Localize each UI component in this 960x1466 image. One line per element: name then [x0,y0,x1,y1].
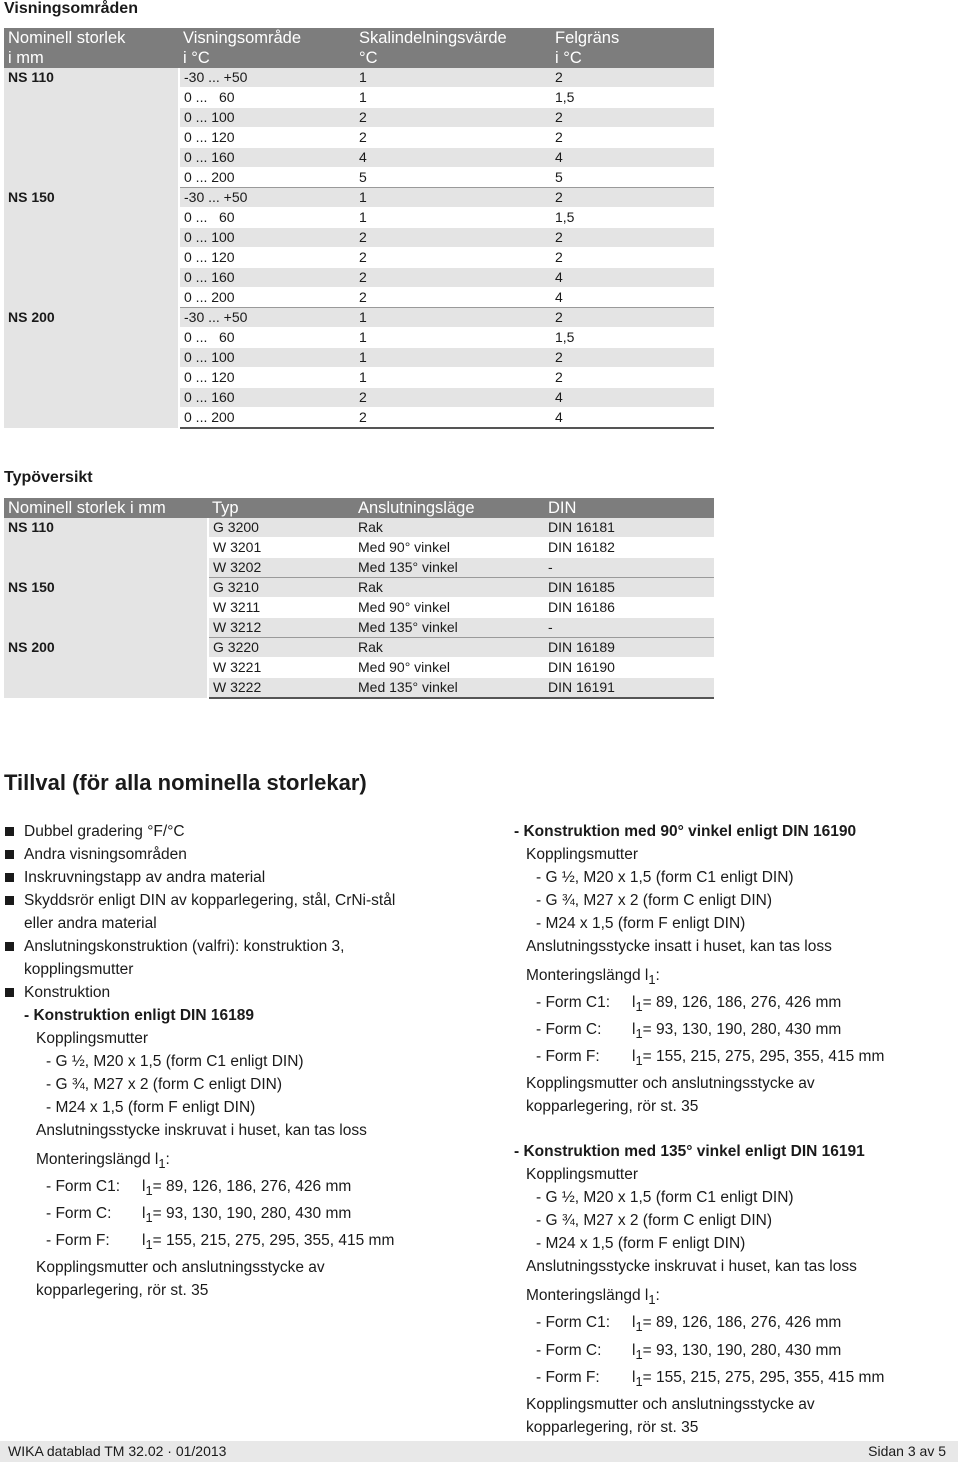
column-header: DIN [544,498,714,518]
table-cell: 1 [355,188,551,208]
table-cell: -30 ... +50 [179,308,355,328]
table-cell: 0 ... 60 [179,328,355,348]
table-cell: 2 [355,128,551,148]
table-cell: 2 [551,368,714,388]
construction-din-16190 [514,820,954,1118]
table-cell: 1 [355,328,551,348]
table-cell: W 3202 [208,558,354,578]
thread-option: - G ½, M20 x 1,5 (form C1 enligt DIN) [46,1053,304,1070]
table-cell: G 3210 [208,578,354,598]
table-cell: W 3221 [208,658,354,678]
table-cell: W 3211 [208,598,354,618]
table-cell: 0 ... 100 [179,108,355,128]
table-cell: 0 ... 160 [179,268,355,288]
option-item: Inskruvningstapp av andra material [4,866,474,889]
form-row: - Form F: $l_1$ = 155, 215, 275, 295, 355, 415 mm [46,1232,395,1253]
table-cell: 1 [355,368,551,388]
thread-option: - M24 x 1,5 (form F enligt DIN) [536,1235,746,1253]
table-cell: 2 [551,188,714,208]
table-cell: 2 [551,128,714,148]
range-table [4,28,714,429]
table-cell: -30 ... +50 [179,68,355,88]
footer-doc-id: WIKA datablad TM 32.02 · 01/2013 [8,1443,227,1459]
connection-note: Anslutningsstycke inskruvat i huset, kan tas loss [526,1258,857,1276]
connection-note: Anslutningsstycke inskruvat i huset, kan tas loss [36,1122,367,1139]
table-cell: 2 [551,228,714,248]
table-cell: - [544,558,714,578]
option-item: Dubbel gradering °F/°C [4,820,474,843]
table-cell: 0 ... 120 [179,248,355,268]
table-cell: 0 ... 160 [179,148,355,168]
table-cell: 0 ... 60 [179,208,355,228]
column-header: Nominell storlek i mm [4,498,208,518]
table-cell: Med 90° vinkel [354,658,544,678]
table-cell: 4 [551,268,714,288]
column-header: Anslutningsläge [354,498,544,518]
table-cell: 2 [355,268,551,288]
type-table-body [4,518,714,698]
table-cell: 2 [355,408,551,429]
mounting-length-label: Monteringslängd $l_1$: [526,967,660,988]
table-cell: 2 [551,108,714,128]
table-cell: Med 135° vinkel [354,618,544,638]
range-table-body [4,68,714,428]
table-cell: 1 [355,208,551,228]
construction-heading: - Konstruktion enligt DIN 16189 [24,1007,254,1024]
range-table-header [4,28,714,68]
table-row [4,638,714,658]
table-row [4,308,714,328]
table-cell: 1 [355,68,551,88]
options-title: Tillval (för alla nominella storlekar) [4,770,367,795]
table-cell: 1,5 [551,328,714,348]
table-cell: 1 [355,348,551,368]
table-cell: 0 ... 200 [179,408,355,429]
option-item: Anslutningskonstruktion (valfri): konstruktion 3, [4,935,474,958]
thread-option: - M24 x 1,5 (form F enligt DIN) [536,915,746,932]
thread-option: - G ½, M20 x 1,5 (form C1 enligt DIN) [536,1189,794,1207]
table-cell: -30 ... +50 [179,188,355,208]
table-cell: 4 [551,388,714,408]
table-cell: 1 [355,88,551,108]
table-cell: DIN 16189 [544,638,714,658]
thread-option: - G ¾, M27 x 2 (form C enligt DIN) [536,1212,772,1230]
table-cell: W 3212 [208,618,354,638]
nominal-size-cell: NS 110 [4,68,179,188]
material-note: kopparlegering, rör st. 35 [526,1098,699,1116]
thread-option: - G ¾, M27 x 2 (form C enligt DIN) [536,892,772,909]
column-header: Nominell storlek i mm [4,28,179,68]
table-cell: Rak [354,578,544,598]
table-cell: DIN 16185 [544,578,714,598]
form-row: - Form C1: $l_1$ = 89, 126, 186, 276, 426 mm [536,994,842,1015]
mounting-length-label: Monteringslängd $l_1$: [526,1287,660,1308]
table-cell: Med 90° vinkel [354,598,544,618]
nominal-size-cell: NS 110 [4,518,208,578]
form-row: - Form F: $l_1$ = 155, 215, 275, 295, 355, 415 mm [536,1048,885,1069]
footer-page-number: Sidan 3 av 5 [868,1443,946,1459]
type-table-header [4,498,714,518]
thread-option: - M24 x 1,5 (form F enligt DIN) [46,1099,256,1116]
table-cell: Rak [354,518,544,538]
table-cell: 2 [355,288,551,308]
table-cell: 0 ... 200 [179,168,355,188]
table-cell: W 3222 [208,678,354,699]
table-cell: Med 90° vinkel [354,538,544,558]
nominal-size-cell: NS 150 [4,188,179,308]
construction-din-16191 [514,1140,954,1438]
table-cell: 2 [355,108,551,128]
options-right-column [514,820,954,1439]
table-cell: 1 [355,308,551,328]
column-header: Felgräns i °C [551,28,714,68]
form-row: - Form F: $l_1$ = 155, 215, 275, 295, 355, 415 mm [536,1368,885,1389]
table-cell: 0 ... 200 [179,288,355,308]
table-cell: 0 ... 120 [179,368,355,388]
table-cell: 1,5 [551,208,714,228]
page-footer [0,1441,958,1462]
table-cell: 2 [355,248,551,268]
column-header: Skalindelningsvärde °C [355,28,551,68]
table-cell: 2 [355,228,551,248]
mounting-length-label: Monteringslängd $l_1$: [36,1151,170,1172]
form-row: - Form C1: $l_1$ = 89, 126, 186, 276, 426 mm [536,1314,842,1335]
construction-heading: - Konstruktion med 90° vinkel enligt DIN 16190 [514,823,857,840]
type-section-title: Typöversikt [4,469,93,486]
table-cell: 2 [551,308,714,328]
table-cell: 4 [551,408,714,429]
table-cell: DIN 16190 [544,658,714,678]
table-cell: 4 [551,288,714,308]
thread-option: - G ¾, M27 x 2 (form C enligt DIN) [46,1076,282,1093]
table-cell: Med 135° vinkel [354,678,544,699]
column-header: Visningsområde i °C [179,28,355,68]
nominal-size-cell: NS 150 [4,578,208,638]
table-cell: 2 [551,348,714,368]
thread-option: - G ½, M20 x 1,5 (form C1 enligt DIN) [536,869,794,886]
table-cell: Med 135° vinkel [354,558,544,578]
form-row: - Form C: $l_1$ = 93, 130, 190, 280, 430 mm [536,1021,842,1042]
column-header: Typ [208,498,354,518]
table-cell: G 3200 [208,518,354,538]
table-cell: 5 [355,168,551,188]
table-cell: DIN 16181 [544,518,714,538]
table-row [4,578,714,598]
nominal-size-cell: NS 200 [4,308,179,429]
option-item-continuation: kopplingsmutter [24,961,134,978]
table-row [4,188,714,208]
table-row [4,68,714,88]
form-row: - Form C: $l_1$ = 93, 130, 190, 280, 430 mm [536,1341,842,1362]
construction-din-16189 [4,1004,474,1302]
table-cell: 0 ... 120 [179,128,355,148]
option-item: Andra visningsområden [4,843,474,866]
table-cell: W 3201 [208,538,354,558]
construction-heading: - Konstruktion med 135° vinkel enligt DIN 16191 [514,1143,865,1161]
table-cell: DIN 16186 [544,598,714,618]
material-note: kopparlegering, rör st. 35 [36,1282,209,1300]
option-item: Konstruktion [4,981,474,1004]
coupling-label: Kopplingsmutter [36,1030,149,1047]
form-row: - Form C: $l_1$ = 93, 130, 190, 280, 430 mm [46,1205,352,1226]
table-cell: 4 [355,148,551,168]
table-cell: 0 ... 60 [179,88,355,108]
table-cell: - [544,618,714,638]
range-section-title: Visningsområden [4,0,138,17]
form-row: - Form C1: $l_1$ = 89, 126, 186, 276, 426 mm [46,1178,352,1199]
option-item: Skyddsrör enligt DIN av kopparlegering, stål, CrNi-stål [4,889,474,912]
options-left-column [4,820,474,1302]
option-item-continuation: eller andra material [24,915,157,932]
coupling-label: Kopplingsmutter [526,1166,639,1184]
table-cell: 0 ... 160 [179,388,355,408]
table-row [4,518,714,538]
table-cell: DIN 16191 [544,678,714,699]
nominal-size-cell: NS 200 [4,638,208,699]
coupling-label: Kopplingsmutter [526,846,639,863]
table-cell: Rak [354,638,544,658]
connection-note: Anslutningsstycke insatt i huset, kan tas loss [526,938,832,955]
table-cell: 0 ... 100 [179,348,355,368]
table-cell: 0 ... 100 [179,228,355,248]
material-note: Kopplingsmutter och anslutningsstycke av [526,1075,815,1093]
type-table [4,498,714,699]
material-note: Kopplingsmutter och anslutningsstycke av [526,1395,815,1413]
table-cell: 5 [551,168,714,188]
table-cell: G 3220 [208,638,354,658]
material-note: Kopplingsmutter och anslutningsstycke av [36,1259,325,1277]
table-cell: 2 [551,248,714,268]
table-cell: DIN 16182 [544,538,714,558]
table-cell: 1,5 [551,88,714,108]
material-note: kopparlegering, rör st. 35 [526,1418,699,1436]
table-cell: 4 [551,148,714,168]
table-cell: 2 [551,68,714,88]
table-cell: 2 [355,388,551,408]
